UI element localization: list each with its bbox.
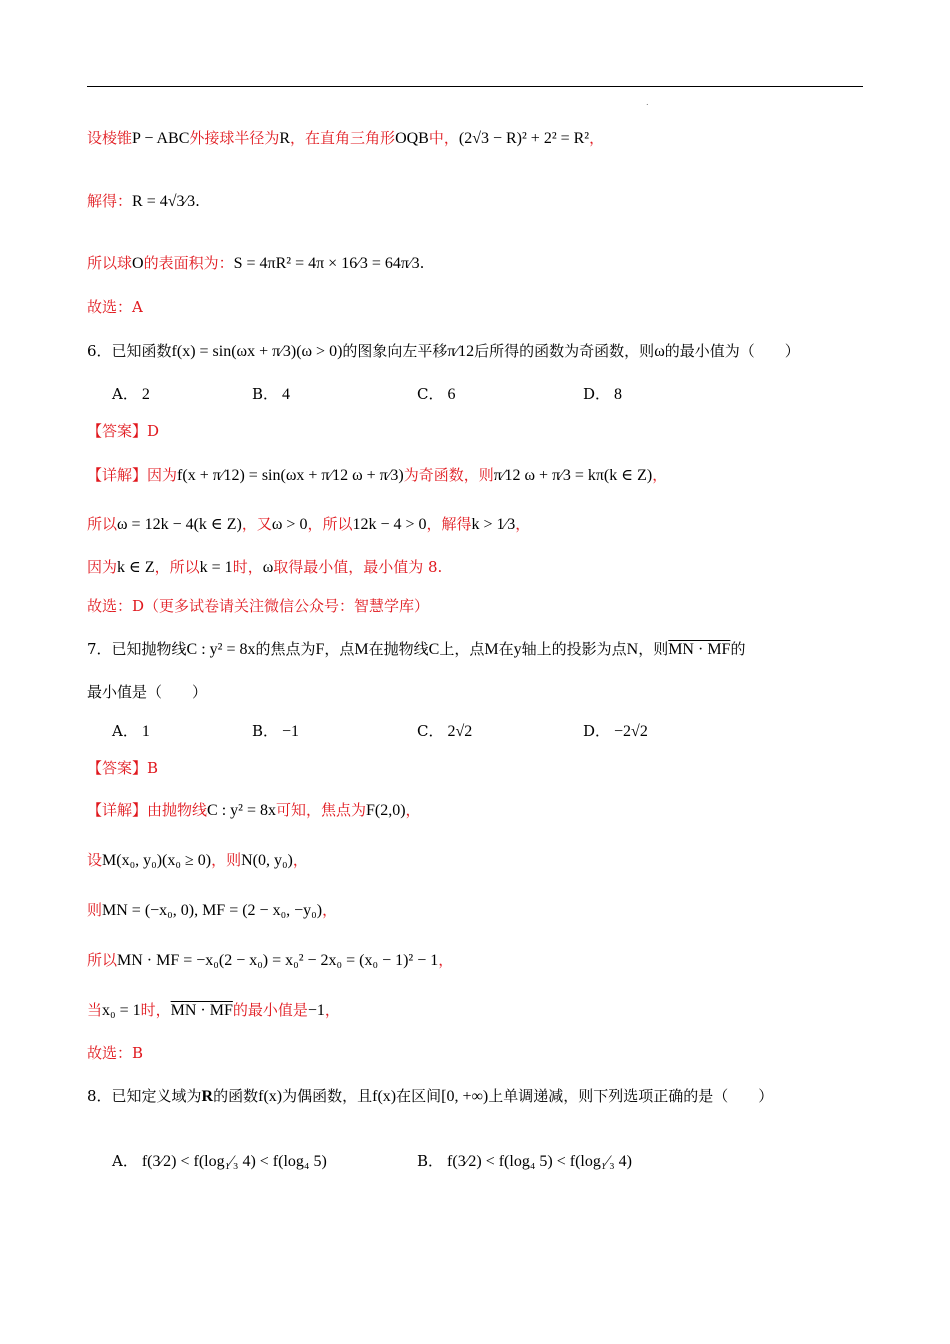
q7-detail-5 bbox=[87, 1000, 867, 1021]
q6-answer: 【答案】D bbox=[87, 422, 160, 440]
q6-stem bbox=[87, 341, 867, 362]
text: ，所以 bbox=[154, 558, 200, 576]
math: k = 1 bbox=[199, 559, 233, 576]
text: 所以球 bbox=[87, 254, 133, 272]
text: 的图象向左平移 bbox=[342, 342, 448, 360]
math: MN = (−x₀, 0), MF = (2 − x₀, −y₀) bbox=[102, 902, 323, 919]
math: ω > 0 bbox=[271, 516, 308, 533]
q6-option-b bbox=[252, 383, 290, 404]
text: 在区间 bbox=[396, 1087, 442, 1105]
text: 中， bbox=[428, 129, 459, 147]
math: π⁄12 bbox=[447, 343, 475, 360]
text: 轴上的投影为点 bbox=[521, 640, 627, 658]
math: N(0, y₀) bbox=[241, 852, 293, 869]
q7-option-a bbox=[112, 720, 150, 741]
text: ， bbox=[405, 801, 421, 819]
prev-line-1 bbox=[87, 128, 867, 149]
q6-detail-2 bbox=[87, 514, 867, 535]
q7-answer: 【答案】B bbox=[87, 759, 159, 777]
math: MN · MF bbox=[668, 641, 731, 658]
text: 上单调递减，则下列选项正确的是（ ） bbox=[488, 1087, 774, 1105]
math: M bbox=[484, 641, 499, 658]
text: ， bbox=[292, 851, 308, 869]
text: 的表面积为： bbox=[143, 254, 234, 272]
option-label: D． bbox=[583, 722, 611, 740]
option-value: 2√2 bbox=[447, 723, 473, 740]
option-value: f(3⁄2) < f(log₁⁄₃ 4) < f(log₄ 5) bbox=[141, 1153, 327, 1170]
text: 解得： bbox=[87, 192, 133, 210]
q6-choice: 故选：D（更多试卷请关注微信公众号：智慧学库） bbox=[87, 597, 430, 615]
text: 因为 bbox=[147, 466, 178, 484]
q8-option-a bbox=[112, 1150, 327, 1171]
option-value: 2 bbox=[141, 386, 150, 403]
option-label: B． bbox=[417, 1152, 444, 1170]
text: ， bbox=[322, 901, 338, 919]
q7-option-c bbox=[417, 720, 472, 741]
math: f(x) = sin(ωx + π⁄3)(ω > 0) bbox=[171, 343, 343, 360]
math: R bbox=[201, 1088, 214, 1105]
q7-detail-2 bbox=[87, 850, 867, 871]
math: R = 4√3⁄3 bbox=[132, 193, 196, 210]
math: 12k − 4 > 0 bbox=[352, 516, 427, 533]
option-label: A． bbox=[112, 385, 138, 403]
math: C bbox=[428, 641, 440, 658]
q6-option-a bbox=[112, 383, 150, 404]
text: ，又 bbox=[241, 515, 272, 533]
option-value: 1 bbox=[141, 723, 150, 740]
q7-choice: 故选：B bbox=[87, 1044, 144, 1062]
text: 设 bbox=[87, 851, 103, 869]
math: M bbox=[354, 641, 369, 658]
prev-line-3 bbox=[87, 253, 867, 274]
text: 时， bbox=[140, 1001, 171, 1019]
math: N bbox=[626, 641, 639, 658]
math: ω = 12k − 4(k ∈ Z) bbox=[117, 516, 242, 533]
math: M(x₀, y₀)(x₀ ≥ 0) bbox=[102, 852, 212, 869]
math: [0, +∞) bbox=[441, 1088, 489, 1105]
math: (2√3 − R)² + 2² = R² bbox=[458, 130, 590, 147]
text: ，则 bbox=[211, 851, 242, 869]
math: MN · MF bbox=[170, 1002, 233, 1019]
text: 取得最小值，最小值为 8. bbox=[273, 558, 443, 576]
option-label: B． bbox=[252, 385, 279, 403]
q7-detail-3 bbox=[87, 900, 867, 921]
text: 所以 bbox=[87, 951, 118, 969]
math: F(2,0) bbox=[365, 802, 406, 819]
q7-stem bbox=[87, 639, 867, 660]
math: k ∈ Z bbox=[117, 559, 155, 576]
text: 的最小值是 bbox=[232, 1001, 308, 1019]
prev-line-2 bbox=[87, 191, 867, 212]
text: ，点 bbox=[324, 640, 355, 658]
q6-option-c bbox=[417, 383, 455, 404]
text: 在 bbox=[498, 640, 514, 658]
detail-tag: 【详解】 bbox=[87, 801, 148, 819]
math: R bbox=[279, 130, 291, 147]
math: P − ABC bbox=[132, 130, 190, 147]
math: f(x) bbox=[372, 1088, 397, 1105]
math: f(x) bbox=[258, 1088, 283, 1105]
math: f(x + π⁄12) = sin(ωx + π⁄12 ω + π⁄3) bbox=[177, 467, 404, 484]
q8-stem bbox=[87, 1086, 867, 1107]
math: S = 4πR² = 4π × 16⁄3 = 64π⁄3 bbox=[233, 255, 420, 272]
q8-option-b bbox=[417, 1150, 632, 1171]
q7-option-b bbox=[252, 720, 299, 741]
text: 则 bbox=[87, 901, 103, 919]
math: ω bbox=[654, 343, 665, 360]
math: C : y² = 8x bbox=[207, 802, 276, 819]
header-dot: . bbox=[646, 98, 649, 107]
q7-option-d bbox=[583, 720, 648, 741]
q6-detail-1 bbox=[87, 465, 867, 486]
text: 的函数 bbox=[213, 1087, 259, 1105]
option-value: f(3⁄2) < f(log₄ 5) < f(log₁⁄₃ 4) bbox=[447, 1153, 632, 1170]
option-value: −2√2 bbox=[614, 723, 648, 740]
option-label: C． bbox=[417, 722, 444, 740]
text: 7．已知抛物线 bbox=[87, 640, 187, 658]
text: 因为 bbox=[87, 558, 118, 576]
header-rule bbox=[87, 86, 863, 87]
option-value: 8 bbox=[614, 386, 623, 403]
text: 6．已知函数 bbox=[87, 342, 172, 360]
text: ， bbox=[324, 1001, 340, 1019]
math: −1 bbox=[307, 1002, 325, 1019]
math: k > 1⁄3 bbox=[471, 516, 516, 533]
text: 可知，焦点为 bbox=[275, 801, 366, 819]
text: 后所得的函数为奇函数，则 bbox=[474, 342, 655, 360]
q7-stem-2: 最小值是（ ） bbox=[87, 683, 208, 701]
text: 上，点 bbox=[439, 640, 485, 658]
option-label: A． bbox=[112, 722, 138, 740]
text: ，所以 bbox=[307, 515, 353, 533]
option-label: B． bbox=[252, 722, 279, 740]
text: ，则 bbox=[638, 640, 669, 658]
text: 设棱锥 bbox=[87, 129, 133, 147]
option-value: 4 bbox=[282, 386, 291, 403]
math: C : y² = 8x bbox=[186, 641, 256, 658]
text: 为奇函数，则 bbox=[403, 466, 494, 484]
text: . bbox=[195, 192, 200, 210]
q6-option-d bbox=[583, 383, 622, 404]
text: 当 bbox=[87, 1001, 103, 1019]
q6-detail-3 bbox=[87, 557, 867, 578]
math: ω bbox=[262, 559, 274, 576]
text: 由抛物线 bbox=[147, 801, 208, 819]
option-value: 6 bbox=[447, 386, 456, 403]
math: O bbox=[132, 255, 144, 272]
text: ， bbox=[438, 951, 454, 969]
text: ，在直角三角形 bbox=[290, 129, 396, 147]
math: x₀ = 1 bbox=[102, 1002, 141, 1019]
text: 时， bbox=[232, 558, 263, 576]
text: 的最小值为（ ） bbox=[664, 342, 800, 360]
option-label: A． bbox=[112, 1152, 138, 1170]
option-label: D． bbox=[583, 385, 611, 403]
text: . bbox=[419, 254, 425, 272]
text: 的 bbox=[730, 640, 746, 658]
text: 在抛物线 bbox=[368, 640, 429, 658]
text: ，解得 bbox=[426, 515, 472, 533]
math: y bbox=[513, 641, 522, 658]
prev-choice: 故选：A bbox=[87, 298, 143, 316]
option-value: −1 bbox=[282, 723, 300, 740]
q7-detail-1 bbox=[87, 800, 867, 821]
option-label: C． bbox=[417, 385, 444, 403]
math: π⁄12 ω + π⁄3 = kπ(k ∈ Z) bbox=[493, 467, 653, 484]
text: 外接球半径为 bbox=[189, 129, 280, 147]
q7-detail-4 bbox=[87, 950, 867, 971]
detail-tag: 【详解】 bbox=[87, 466, 148, 484]
text: 所以 bbox=[87, 515, 118, 533]
math: MN · MF = −x₀(2 − x₀) = x₀² − 2x₀ = (x₀ − 1)² − 1 bbox=[117, 952, 439, 969]
text: 8．已知定义域为 bbox=[87, 1087, 202, 1105]
text: 为偶函数，且 bbox=[282, 1087, 373, 1105]
text: 的焦点为 bbox=[255, 640, 316, 658]
math: F bbox=[315, 641, 325, 658]
math: OQB bbox=[395, 130, 429, 147]
text: ， bbox=[515, 515, 531, 533]
text: ， bbox=[652, 466, 668, 484]
text: ， bbox=[589, 129, 605, 147]
